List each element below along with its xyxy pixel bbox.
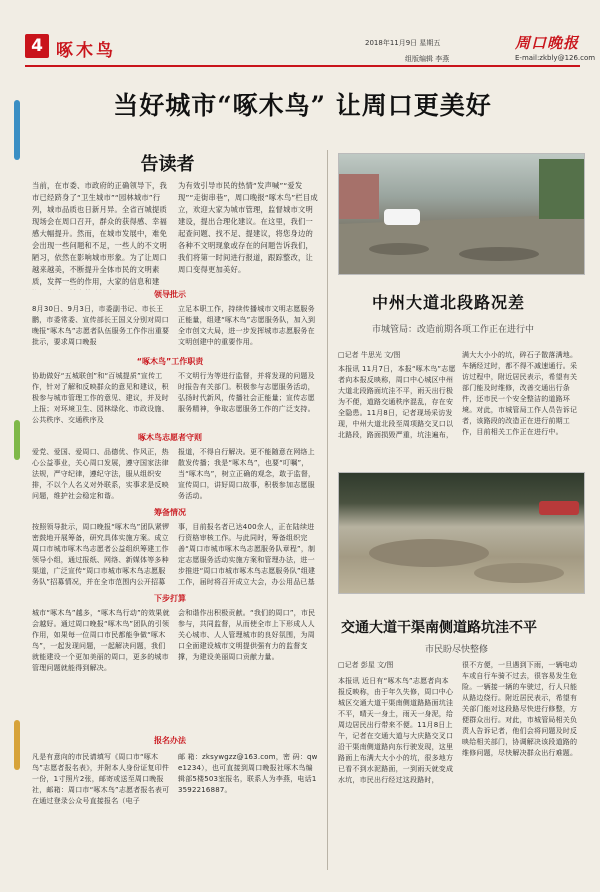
section-text-left: 8月30日、9月3日，市委副书记、市长王鹏，市委常委、宣传部长王国义分别对周口晚报“啄木鸟”志愿者队伍服务工作作出重要批示，要求周口晚报: [32, 305, 170, 346]
section-title: 啄木鸟: [56, 41, 116, 61]
contact-email[interactable]: E-mail:zkbly@126.com: [515, 54, 596, 62]
article1-col-1: 本报讯 11月7日，本报“啄木鸟”志愿者向本报反映称，周口中心城区中州大道北段路面坑洼不平，雨天出行极为不便，道路交通秩序混乱，存在安全隐患。11月8日，记者现场采访发现，中州大道北段至周项路交叉口以北路段，路面损毁严重，坑洼遍布，: [338, 365, 456, 439]
header-rule: [25, 65, 580, 67]
article1-photo: [338, 153, 585, 275]
article1-subtitle: 市城管局：改造前期各项工作正在进行中: [372, 325, 535, 335]
article2-col-1: 本报讯 近日有“啄木鸟”志愿者向本报反映称，由于年久失修，周口中心城区交通大道干渠南侧道路路面坑洼不平，晴天一身土，雨天一身泥，给周边居民出行带来不便。11月8日上午，记者在交通大道与大庆路交叉口沿干渠南侧道路向东行驶发现，这里路面上布满大大小小的坑，很多地方已看不到水泥路面，一到雨天就变成水坑，市民出行经过这段路时，: [338, 677, 454, 784]
article2-col-2: 很不方便，一旦遇到下雨，一辆电动车或自行车骑不过去，很容易发生危险。一辆接一辆的车驶过，行人只能从路边绕行。附近居民表示，希望有关部门能对这段路尽快进行修整，方便群众出行。对此，市城管局相关负责人告诉记者，他们会将问题及时反映给相关部门，协调解决该段道路的维修问题，尽快解决群众出行难题。: [462, 661, 578, 757]
section-text-left: 城市“啄木鸟”越多，“啄木鸟行动”的效果就会越好。通过周口晚报“啄木鸟”团队的引领作用，如果每一位周口市民都能争做“啄木鸟”，一起发现问题，一起解决问题，我们就能建设一个更加美丽的周口，更多的城市管理问题就能得到解决。: [32, 609, 170, 672]
section-text-left: 凡是有意向的市民请填写《周口市“啄木鸟”志愿者报名表》，并附本人身份证复印件一份，1寸照片2张，邮寄或送至周口晚报社，邮箱：周口市“啄木鸟”志愿者报名表可在通过登录公众号直接报名（电子: [32, 753, 170, 805]
edge-decoration-middle: [14, 420, 20, 460]
section-heading: 下步打算: [154, 594, 186, 603]
article1-col-2: 满大大小小的坑，碎石子散落满地。车辆经过时，都不得不减速通行。采访过程中，附近居民表示，希望有关部门能及时维修，改善交通出行条件，还市民一个安全整洁的道路环境。对此，市城管局工作人员告诉记者，该路段的改造正在进行前期工作，目前相关工作正在进行中。: [462, 351, 578, 436]
page-headline: 当好城市“啄木鸟” 让周口更美好: [113, 91, 492, 120]
article2-byline: □记者 彭星 文/图: [338, 661, 394, 669]
section-text-right: 立足本职工作，持续传播城市文明志愿服务正能量，组建“啄木鸟”志愿服务队，加入到全市创文大局，进一步发挥城市志愿服务在文明创建中的重要作用。: [178, 305, 316, 346]
editor-credit: 组版编辑 李燕: [405, 55, 450, 63]
article2-photo: [338, 472, 585, 594]
section-text-left: 按照领导批示，周口晚报“啄木鸟”团队紧锣密鼓地开展筹备，研究具体实施方案。成立周口市城市啄木鸟志愿者公益组织筹建工作领导小组，通过报纸、网络、新媒体等多种渠道，广泛宣传“周口市城市啄木鸟志愿服务队”招募情况，并在全市范围内公开招募: [32, 523, 170, 586]
article1-title: 中州大道北段路况差: [372, 293, 526, 312]
section-heading: 筹备情况: [154, 508, 186, 517]
notice-col-2: 为有效引导市民的热情“发声喊”“爱发现”“走街串巷”，周口晚报“啄木鸟”栏目成立，欢迎大家为城市管理，监督城市文明建设，提出合理化建议。在这里，我们一起查问题、找不足、提建议，将您身边的各种不文明现象或存在的问题告诉我们，我们将第一时间进行报道，跟踪整改，让周口变得更加美好。: [178, 181, 318, 274]
page-number-badge: 4: [25, 34, 49, 58]
section-text-right: 不文明行为等进行监督，并将发现的问题及时报告有关部门。积极参与志愿服务活动，弘扬时代新风，传播社会正能量；宣传志愿服务精神，争取志愿服务工作的广泛支持。: [178, 372, 315, 413]
section-text-right: 报道，不得自行解决。更不能随意在网络上散发传播；我是“啄木鸟”，也要“叮嘱”，当“啄木鸟”，树立正确的观念，敢于监督，宣传周口，讲好周口故事，积极参加志愿服务活动。: [178, 448, 316, 500]
section-text-right: 邮 箱：zksywgzz@163.com，密 码：qwe1234），也可直接到周口晚报社啄木鸟编辑部5楼503室报名，联系人为李燕，电话13592216887。: [178, 753, 318, 794]
pothole-photo-illustration: [339, 473, 584, 593]
newspaper-logo: 周口晚报: [515, 34, 580, 52]
notice-col-1: 当前，在市委、市政府的正确领导下，我市已经跻身了“卫生城市”“园林城市”行列，城市品质也日新月异。全省百城提质现场会在周口召开，群众的获得感、幸福感大幅提升。然而，在城市发展中，难免会出现一些问题和不足，一些人的不文明陋习，依然在影响城市形象。为了让周口越来越美，不断提升全体市民的文明素质，发挥一些的作用，大家的信息和建: [32, 181, 167, 286]
section-text-left: 协助做好“五城联创”和“百城提质”宣传工作，针对了解和反映群众的意见和建议，积极参与城市管理工作的意见、建议，并及时上报；对环境卫生、园林绿化、市政设施、公共秩序、交通秩序及: [32, 372, 169, 424]
article2-subtitle: 市民盼尽快整修: [425, 645, 489, 655]
article2-title: 交通大道干渠南侧道路坑洼不平: [341, 620, 537, 636]
road-photo-illustration: [339, 154, 584, 274]
column-divider: [327, 150, 328, 870]
notice-title: 告读者: [140, 154, 195, 175]
article1-byline: □记者 牛思光 文/图: [338, 351, 401, 359]
edge-decoration-top: [14, 100, 20, 160]
section-heading: 啄木鸟志愿者守则: [138, 433, 202, 442]
section-text-right: 事，目前报名者已达400余人，正在陆续进行资格审核工作。与此同时，筹备组织完善“周口市城市啄木鸟志愿服务队章程”，制定志愿服务活动实施方案和管理办法，进一步推进“周口市城市啄木鸟志愿服务队”组建工作，届时将召开成立大会，办公用品已基: [178, 523, 316, 586]
date-line: 2018年11月9日 星期五: [365, 39, 441, 47]
edge-decoration-bottom: [14, 720, 20, 770]
section-text-left: 爱党、爱国、爱周口、品德优、作风正，热心公益事业，关心周口发展，遵守国家法律法规，严守纪律，遵纪守法，服从组织安排，不以个人名义对外联系，实事求是反映问题，维护社会稳定和谐。: [32, 448, 169, 500]
section-heading: 报名办法: [154, 736, 186, 745]
section-text-right: 会和谐作出积极贡献。“我们的周口”，市民参与，共同监督，从而使全市上下形成人人关心城市、人人管理城市的良好氛围，为周口全面建设城市文明提供强有力的监督支撑，为建设美丽周口贡献力量。: [178, 609, 316, 661]
section-heading: 领导批示: [154, 290, 186, 299]
section-heading: “啄木鸟”工作职责: [136, 357, 204, 366]
